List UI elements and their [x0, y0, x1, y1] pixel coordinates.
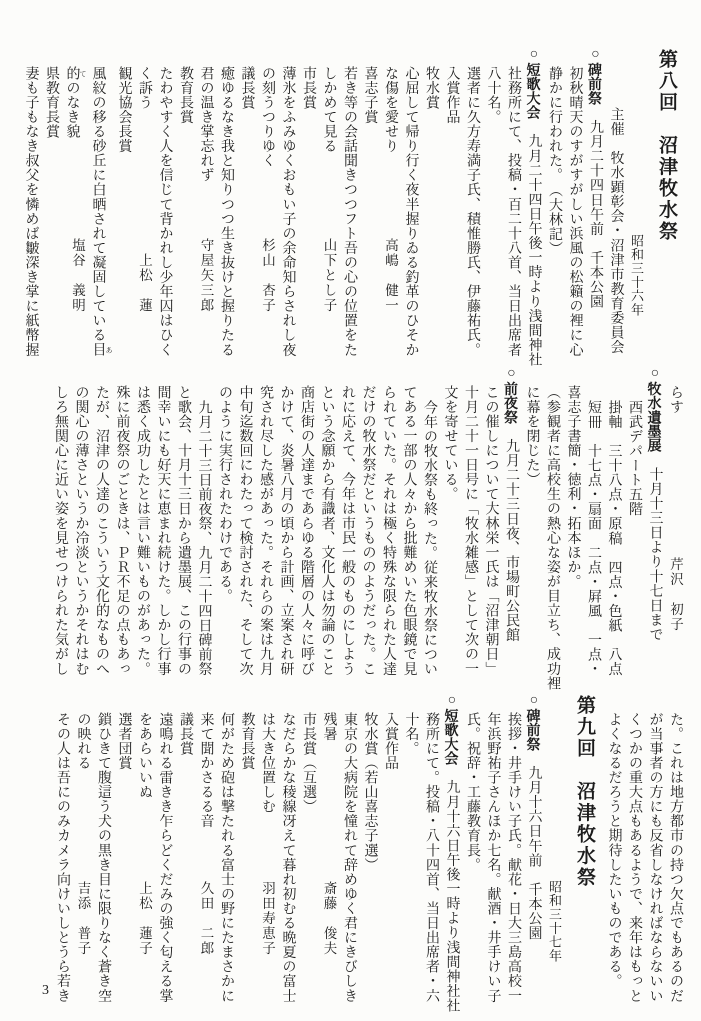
section-heading-label: 牧水遺墨展: [646, 381, 663, 453]
section-title: 第八回 沼津牧水祭: [656, 49, 677, 243]
text-column: と歌会、十月十三日から遺墨展、この行事の: [176, 385, 191, 676]
author-name: 杉山 杏子: [260, 238, 275, 313]
text-column: 間幸いにも好天に恵まれ続けた。しかし行事: [155, 385, 171, 676]
text-column: 県教育長賞: [44, 66, 59, 139]
text-column: 静かに行われた。 （大林記）: [547, 66, 562, 256]
text-column: 十名。: [403, 712, 419, 756]
text-column: 何がため砲は撃たれる富士の野にたまさかに: [219, 712, 234, 1003]
text-column: 殊に前夜祭のごときは、ＰＲ不足の点もあっ: [114, 385, 130, 676]
text-column: 君の温き掌忘れず 守屋矢三郎: [195, 66, 216, 365]
text-column: 中旬迄数回にわたって検討された、そして次: [237, 385, 253, 676]
text-column: かけて、炎暑八月の頃から計画、立案され研: [278, 385, 294, 676]
author-name: 上松 蓮: [137, 253, 152, 313]
section-heading: ○碑前祭 九月二十四日午前 千本公園: [587, 47, 603, 309]
text-column: 挨拶・井手けい子氏。献花・日大三島高校一: [506, 712, 521, 1003]
section-heading: ○短歌大会 九月二十四日午後一時より浅間神社: [525, 47, 542, 367]
text-column: 心屈して帰り行く夜半握りゐる釣革のひそか: [403, 66, 419, 357]
text-column: 商店街の人達まであらゆる階層の人々に呼び: [299, 385, 314, 676]
section-exhibition-and-essay: [50, 366, 686, 691]
text-column: の映れる 吉添 普子: [72, 712, 93, 1008]
text-column: 的 てのなき貌 塩谷 義明: [64, 66, 87, 313]
author-name: 斎藤 俊夫: [321, 881, 337, 956]
section-heading-label: 短歌大会: [443, 708, 460, 766]
author-name: 守屋矢三郎: [198, 238, 214, 313]
text-column: 文を寄せている。: [442, 385, 458, 502]
text-column: だけの牧水祭だというもののようだった。こ: [360, 385, 376, 676]
text-column: （参観者に高校生の熱心な姿が目立ち、成功裡: [545, 385, 560, 691]
text-column: 八十名。: [485, 66, 501, 125]
text-column: てある一部の人々から批難めいた色眼鏡で見: [401, 385, 417, 676]
era-label: 昭和三十七年: [547, 880, 562, 963]
author-name: 塩谷 義明: [70, 238, 85, 313]
era-label: 昭和三十六年: [629, 234, 644, 317]
text-column: 残暑 斎藤 俊夫: [318, 712, 339, 1008]
text-column: 選者に久方寿満子氏、積惟勝氏、伊藤祐氏。: [465, 66, 480, 357]
text-column: らす 芹沢 初子: [665, 385, 686, 684]
text-column: 十月二十一日号に「牧水雑感」として次の一: [463, 385, 478, 676]
text-column: しかめて見る 山下とし子: [318, 66, 339, 365]
section-heading: ○前夜祭 九月二十三日夜、市場町公民館: [503, 366, 519, 643]
text-column: 牧水賞（若山喜志子選）: [362, 712, 378, 873]
text-column: 氏。祝辞・工藤教育長。: [465, 712, 480, 873]
section-heading: ○碑前祭 九月十六日午前 千本公園: [525, 693, 542, 941]
text-column: 選者団賞: [116, 712, 132, 771]
text-column: が当事者の方にも反省しなければならないい: [647, 712, 663, 1003]
indented-line: 掛軸 三十八点・原稿 四点・色紙 八点: [606, 400, 622, 677]
section-heading-label: 碑前祭: [525, 708, 542, 752]
text-column: た。これは地方都市の持つ欠点でもあるのだ: [668, 712, 683, 1003]
text-column: 遠鳴れる雷きき乍らどくだみの強く匂える掌: [157, 712, 173, 1003]
text-column: をあらいいぬ 上松 蓮子: [134, 712, 155, 1008]
author-name: 羽田寿恵子: [260, 881, 275, 956]
text-column: たわやすく人を信じて背かれし少年囚はひく: [157, 66, 173, 357]
text-column: は悉く成功したとは言い難いものがあった。: [135, 385, 150, 676]
text-column: 初秋晴天のすがすがしい浜風の松籟の裡に心: [567, 66, 583, 357]
text-column: 来て聞かさるる音 久田 二郎: [195, 712, 216, 1008]
text-column: 務所にて。投稿・八十四首、当日出席者・六: [424, 712, 439, 1003]
text-column: 風紋の移る砂丘に白晒されて凝固している目 あ: [90, 66, 113, 358]
text-column: 観光協会長賞: [116, 66, 132, 154]
organizer-line: 主催 牧水顕彰会・沼津市教育委員会: [608, 107, 624, 355]
text-column: 入賞作品: [444, 66, 460, 125]
section-festival-8: [20, 47, 685, 367]
section-heading: ○短歌大会 九月十六日午後一時より浅間神社社: [443, 693, 460, 1013]
author-name: 久田 二郎: [198, 881, 214, 956]
text-column: 究され尽した感があった。それらの案は九月: [258, 385, 273, 676]
author-name: 芹沢 初子: [668, 557, 683, 632]
text-column: 牧水賞: [424, 66, 439, 110]
text-column: 妻も子もなき叔父を憐めば皺深き掌に紙幣握: [23, 66, 39, 357]
indented-line: 九月二十三日前夜祭、九月二十四日碑前祭: [196, 400, 212, 677]
text-column: 市長賞: [301, 66, 316, 110]
text-column: れに応えて、今年は市民一般のものにしよう: [340, 385, 355, 676]
text-column: 教育長賞: [239, 712, 255, 771]
indented-line: 短冊 十七点・扇面 二点・屛風 一点・: [586, 400, 601, 677]
page-number: 3: [42, 983, 49, 998]
text-column: たが、沼津の人達のこういう文化的なものへ: [94, 385, 109, 676]
text-column: その人は吾にのみカメラ向けいしとうら若き: [55, 712, 70, 1003]
text-column: 年浜野祐子さんほか七名。献酒・井手けい子: [485, 712, 501, 1003]
text-column: な傷を愛せり 高嶋 健一: [380, 66, 401, 365]
text-column: 議長賞: [178, 712, 193, 756]
section-festival-9: [52, 693, 686, 1013]
text-column: られていた。それは極く特殊な限られた人達: [381, 385, 396, 676]
text-column: しろ無関心に近い姿を見せつけられた気がし: [53, 385, 68, 676]
text-column: という念願から有識者、文化人は勿論のこと: [319, 385, 335, 676]
text-column: 鎖ひきて腹這う犬の黒き目に限りなく蒼き空: [96, 712, 111, 1003]
text-column: 教育長賞: [178, 66, 193, 125]
text-column: 喜志子書簡・徳利・拓本ほか。: [565, 385, 581, 589]
text-column: に幕を閉じた）: [524, 385, 540, 487]
author-name: 上松 蓮子: [137, 881, 152, 956]
text-column: の関心の薄さというか冷淡というかそれはむ: [73, 385, 89, 676]
indented-line: 西武デパート五階: [627, 400, 642, 517]
text-column: 市長賞（互選）: [301, 712, 316, 814]
section-heading: ○牧水遺墨展 十月十三日より十七日まで: [646, 366, 663, 642]
author-name: 吉添 普子: [75, 881, 91, 956]
text-column: は大き位置しむ 羽田寿恵子: [257, 712, 278, 1008]
section-heading-label: 碑前祭: [587, 62, 603, 106]
text-column: 東京の大病院を憧れて辞めゆく君にきびしき: [342, 712, 357, 1003]
text-column: 喜志子賞: [362, 66, 378, 125]
text-column: 癒ゆるなき我と知りつつ生き抜けと握りたる: [219, 66, 234, 357]
text-column: なだらかな稜線冴えて暮れ初むる晩夏の富士: [280, 712, 296, 1003]
section-heading-label: 前夜祭: [503, 381, 519, 425]
text-column: のように実行されたわけである。: [217, 385, 232, 604]
section-title: 第九回 沼津牧水祭: [574, 695, 595, 889]
text-column: 入賞作品: [383, 712, 398, 771]
section-heading-label: 短歌大会: [525, 62, 542, 120]
text-column: 議長賞: [239, 66, 255, 110]
text-column: 若き等の会話聞きつつフト吾の心の位置をた: [342, 66, 357, 357]
author-name: 高嶋 健一: [383, 238, 398, 313]
text-column: この催しについて大林栄一氏は「沼津朝日」: [483, 385, 499, 676]
text-column: 社務所にて、投稿・百二十八首、当日出席者: [506, 66, 521, 357]
indented-line: 今年の牧水祭も終った。従来牧水祭につい: [422, 400, 437, 677]
author-name: 山下とし子: [321, 238, 337, 313]
text-column: くつかの重大点もあるようで、来年はもっと: [627, 712, 642, 1003]
text-column: く訴う 上松 蓮: [134, 66, 155, 365]
text-column: よくなるだろうと期待したいものである。: [606, 712, 622, 989]
text-column: 薄氷をふみゆくおもい子の余命知らされし夜: [280, 66, 296, 357]
text-column: の刻うつりゆく 杉山 杏子: [257, 66, 278, 365]
